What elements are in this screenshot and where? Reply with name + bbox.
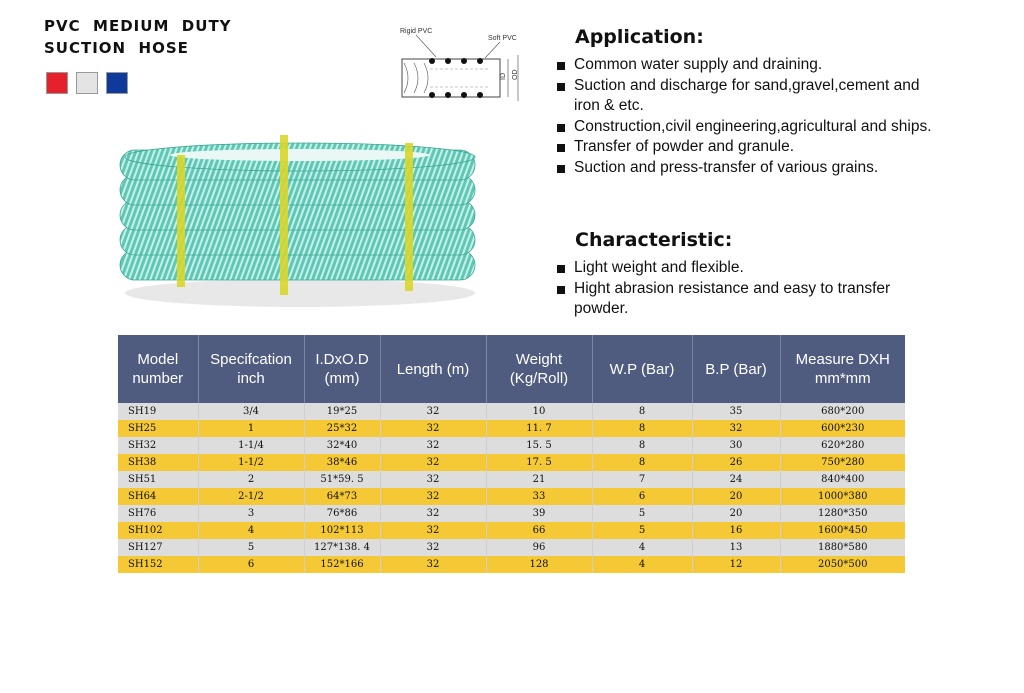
table-row [118, 522, 905, 539]
length-cell: 32 [380, 522, 486, 539]
length-cell: 32 [380, 437, 486, 454]
spec-cell: 6 [198, 556, 304, 573]
wp-cell: 8 [592, 420, 692, 437]
length-cell: 32 [380, 505, 486, 522]
soft-pvc-label: Soft PVC [488, 35, 517, 42]
bp-cell: 20 [692, 505, 780, 522]
weight-cell: 17. 5 [486, 454, 592, 471]
weight-cell: 39 [486, 505, 592, 522]
spec-cell: 2 [198, 471, 304, 488]
od-label: OD [512, 69, 519, 80]
length-cell: 32 [380, 556, 486, 573]
hose-cross-section-diagram [390, 25, 530, 110]
header-specification: Specifcation inch [198, 335, 304, 403]
characteristic-list [557, 258, 947, 320]
header-id-od: I.DxO.D (mm) [304, 335, 380, 403]
spec-cell: 4 [198, 522, 304, 539]
length-cell: 32 [380, 488, 486, 505]
spec-cell: 1 [198, 420, 304, 437]
specification-table [118, 335, 905, 573]
measure-cell: 1880*580 [780, 539, 905, 556]
measure-cell: 750*280 [780, 454, 905, 471]
color-swatch-white [76, 72, 98, 94]
application-item: Common water supply and draining. [557, 55, 947, 76]
table-row [118, 488, 905, 505]
length-cell: 32 [380, 403, 486, 420]
table-row [118, 420, 905, 437]
id-od-cell: 25*32 [304, 420, 380, 437]
table-row [118, 539, 905, 556]
spec-cell: 1-1/2 [198, 454, 304, 471]
weight-cell: 21 [486, 471, 592, 488]
measure-cell: 1000*380 [780, 488, 905, 505]
weight-cell: 128 [486, 556, 592, 573]
header-weight: Weight (Kg/Roll) [486, 335, 592, 403]
length-cell: 32 [380, 471, 486, 488]
model-cell: SH51 [118, 471, 198, 488]
color-swatches [46, 72, 128, 94]
id-od-cell: 102*113 [304, 522, 380, 539]
id-od-cell: 152*166 [304, 556, 380, 573]
weight-cell: 66 [486, 522, 592, 539]
length-cell: 32 [380, 539, 486, 556]
table-row [118, 505, 905, 522]
wp-cell: 4 [592, 539, 692, 556]
id-od-cell: 76*86 [304, 505, 380, 522]
characteristic-heading: Characteristic: [575, 229, 733, 251]
spec-cell: 3/4 [198, 403, 304, 420]
bp-cell: 30 [692, 437, 780, 454]
header-working-pressure: W.P (Bar) [592, 335, 692, 403]
bp-cell: 35 [692, 403, 780, 420]
table-row [118, 437, 905, 454]
color-swatch-red [46, 72, 68, 94]
id-od-cell: 64*73 [304, 488, 380, 505]
spec-cell: 2-1/2 [198, 488, 304, 505]
table-header-row [118, 335, 905, 403]
title-line-2: SUCTION HOSE [44, 39, 189, 57]
model-cell: SH25 [118, 420, 198, 437]
id-od-cell: 51*59. 5 [304, 471, 380, 488]
rigid-pvc-label: Rigid PVC [400, 28, 433, 35]
model-cell: SH152 [118, 556, 198, 573]
weight-cell: 96 [486, 539, 592, 556]
color-swatch-blue [106, 72, 128, 94]
application-item: Suction and press-transfer of various grains. [557, 158, 947, 179]
id-od-cell: 19*25 [304, 403, 380, 420]
characteristic-item: Light weight and flexible. [557, 258, 947, 279]
product-title [44, 15, 232, 59]
model-cell: SH76 [118, 505, 198, 522]
spec-cell: 1-1/4 [198, 437, 304, 454]
title-line-1: PVC MEDIUM DUTY [44, 17, 232, 35]
measure-cell: 680*200 [780, 403, 905, 420]
model-cell: SH19 [118, 403, 198, 420]
characteristic-item: Hight abrasion resistance and easy to transfer powder. [557, 279, 947, 320]
bp-cell: 24 [692, 471, 780, 488]
weight-cell: 10 [486, 403, 592, 420]
measure-cell: 2050*500 [780, 556, 905, 573]
wp-cell: 4 [592, 556, 692, 573]
header-measure: Measure DXH mm*mm [780, 335, 905, 403]
bp-cell: 12 [692, 556, 780, 573]
measure-cell: 1280*350 [780, 505, 905, 522]
wp-cell: 8 [592, 437, 692, 454]
wp-cell: 7 [592, 471, 692, 488]
wp-cell: 5 [592, 505, 692, 522]
model-cell: SH102 [118, 522, 198, 539]
table-row [118, 403, 905, 420]
application-list [557, 55, 947, 178]
id-od-cell: 32*40 [304, 437, 380, 454]
weight-cell: 11. 7 [486, 420, 592, 437]
measure-cell: 840*400 [780, 471, 905, 488]
header-length: Length (m) [380, 335, 486, 403]
measure-cell: 1600*450 [780, 522, 905, 539]
wp-cell: 6 [592, 488, 692, 505]
table-row [118, 471, 905, 488]
bp-cell: 16 [692, 522, 780, 539]
header-model-number: Model number [118, 335, 198, 403]
weight-cell: 15. 5 [486, 437, 592, 454]
bp-cell: 32 [692, 420, 780, 437]
wp-cell: 5 [592, 522, 692, 539]
application-item: Suction and discharge for sand,gravel,cement and iron & etc. [557, 76, 947, 117]
application-item: Construction,civil engineering,agricultural and ships. [557, 117, 947, 138]
model-cell: SH32 [118, 437, 198, 454]
weight-cell: 33 [486, 488, 592, 505]
wp-cell: 8 [592, 454, 692, 471]
length-cell: 32 [380, 420, 486, 437]
id-od-cell: 127*138. 4 [304, 539, 380, 556]
model-cell: SH38 [118, 454, 198, 471]
bp-cell: 20 [692, 488, 780, 505]
hose-coil-image [115, 125, 485, 315]
spec-cell: 3 [198, 505, 304, 522]
bp-cell: 13 [692, 539, 780, 556]
spec-cell: 5 [198, 539, 304, 556]
table-row [118, 454, 905, 471]
header-burst-pressure: B.P (Bar) [692, 335, 780, 403]
length-cell: 32 [380, 454, 486, 471]
model-cell: SH127 [118, 539, 198, 556]
table-body [118, 403, 905, 573]
application-heading: Application: [575, 26, 704, 48]
id-label: ID [500, 73, 507, 80]
measure-cell: 620*280 [780, 437, 905, 454]
measure-cell: 600*230 [780, 420, 905, 437]
bp-cell: 26 [692, 454, 780, 471]
wp-cell: 8 [592, 403, 692, 420]
table-row [118, 556, 905, 573]
application-item: Transfer of powder and granule. [557, 137, 947, 158]
model-cell: SH64 [118, 488, 198, 505]
id-od-cell: 38*46 [304, 454, 380, 471]
